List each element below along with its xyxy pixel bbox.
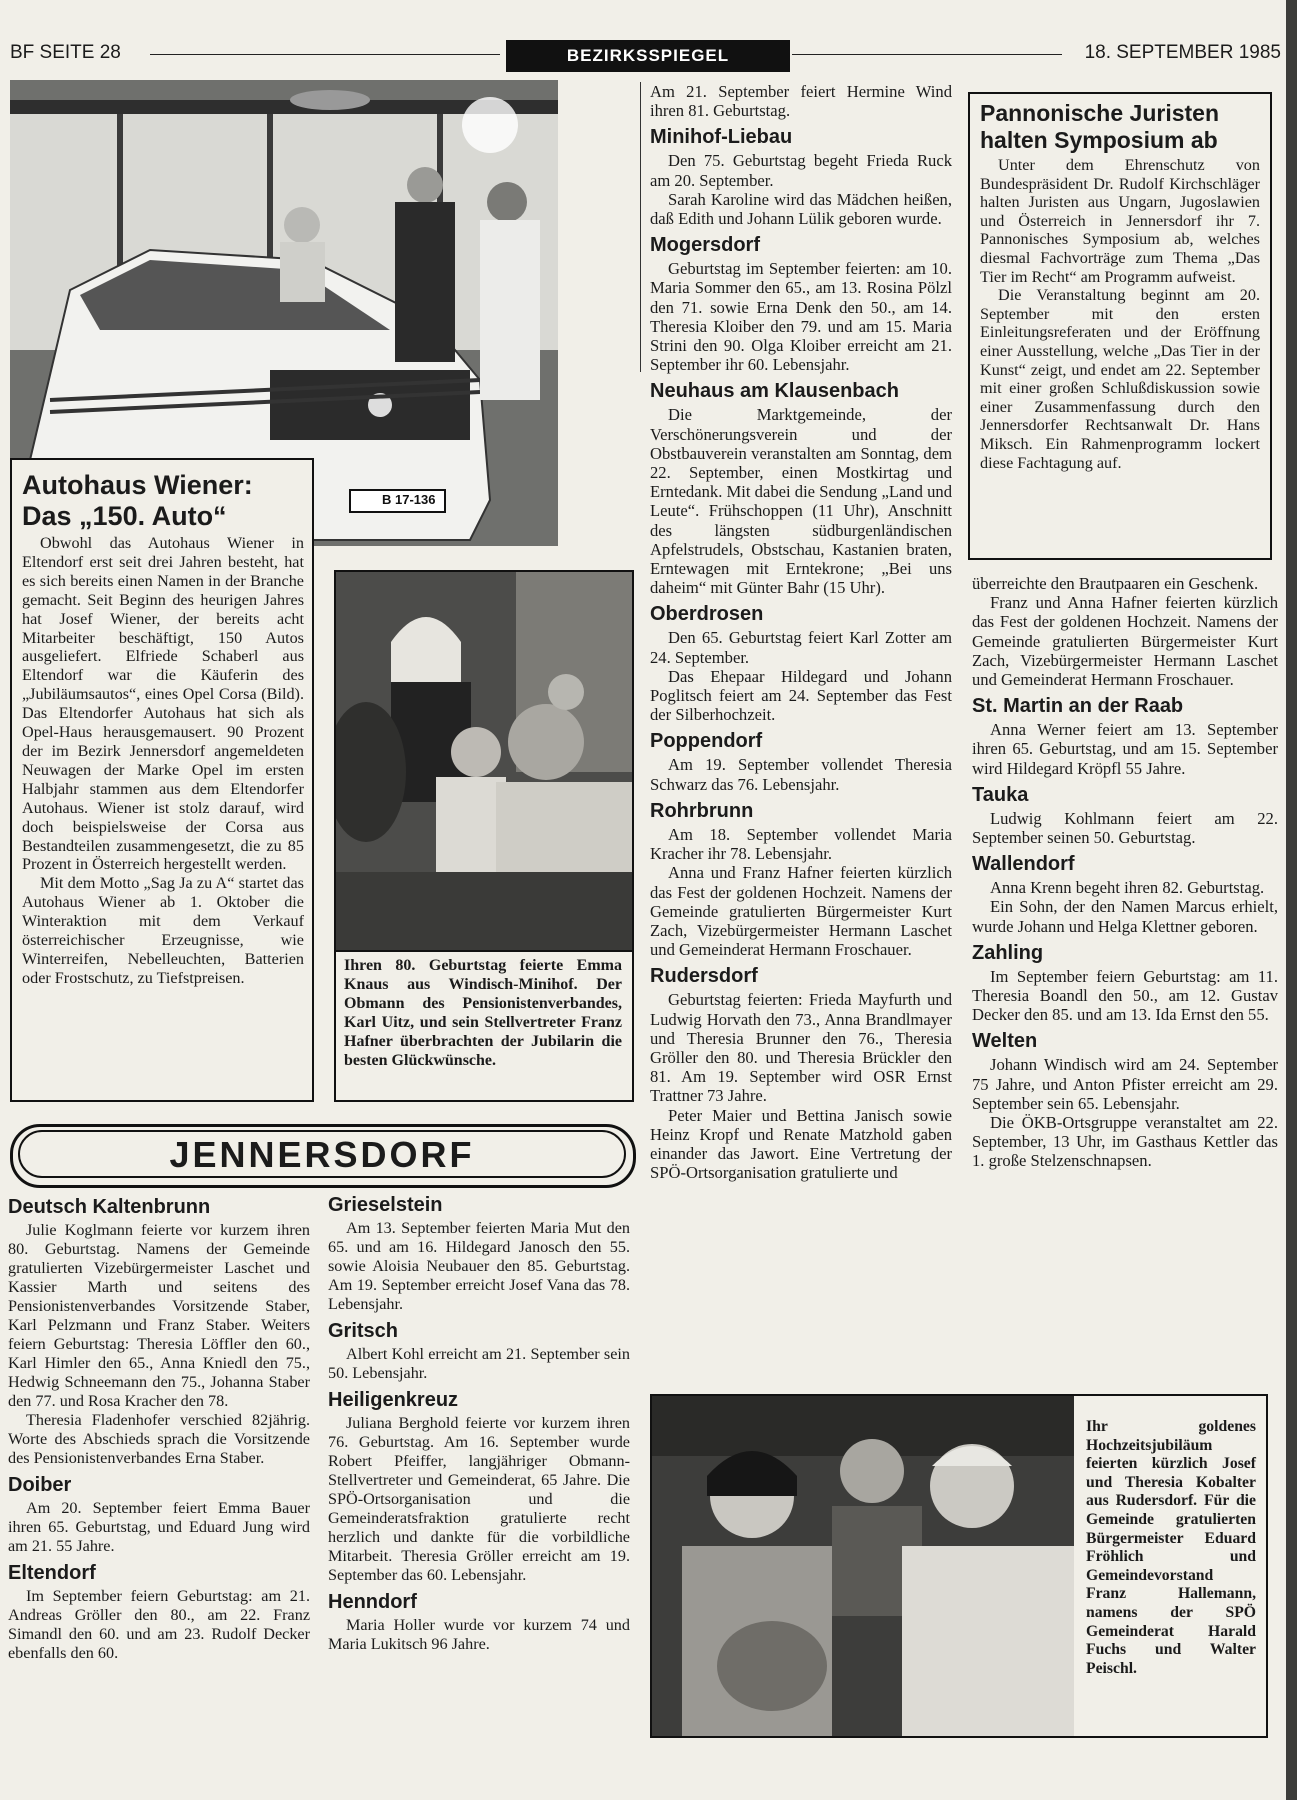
col4-section [972, 853, 1278, 936]
autohaus-title-line1: Autohaus Wiener: [22, 470, 253, 500]
issue-date: 18. SEPTEMBER 1985 [1084, 42, 1281, 63]
juristen-body [980, 156, 1260, 472]
kobalter-photo-illustration [652, 1396, 1076, 1736]
colB-section [328, 1194, 630, 1314]
juristen-title-line2: halten Symposium ab [980, 127, 1218, 153]
column-jennersdorf-a [8, 1196, 310, 1663]
col3-section [650, 800, 952, 959]
section-paragraph: Am 13. September feierten Maria Mut den 65. und am 16. Hildegard Janosch den 55. sowie Aloisia Neubauer den 85. Geburtstag. Am 19. September erreicht Josef Vana das 78. Lebensjahr. [328, 1219, 630, 1313]
col3-section [650, 603, 952, 724]
section-head: Doiber [8, 1474, 72, 1496]
section-paragraph: Am 19. September vollendet Theresia Schwarz das 76. Lebensjahr. [650, 755, 952, 794]
section-paragraph: Im September feiern Geburtstag: am 21. Andreas Gröller den 80., am 22. Franz Simandl den 60. und am 23. Rudolf Decker ebenfalls den 60. [8, 1587, 310, 1662]
caption-knaus: Ihren 80. Geburtstag feierte Emma Knaus aus Windisch-Minihof. Der Obmann des Pensionistenverbandes, Karl Uitz, und sein Stellvertreter Franz Hafner überbrachten der Jubilarin die besten Glückwünsche. [344, 957, 622, 1069]
autohaus-title-line2: Das „150. Auto“ [22, 501, 227, 531]
juristen-title-line1: Pannonische Juristen [980, 100, 1220, 126]
colB-section [328, 1320, 630, 1383]
section-paragraph: Johann Windisch wird am 24. September 75 Jahre, und Anton Pfister erreicht am 29. September sein 65. Lebensjahr. [972, 1055, 1278, 1113]
page-edge [1286, 0, 1297, 1800]
section-paragraph: Das Ehepaar Hildegard und Johann Poglitsch feiert am 24. September das Fest der Silberhochzeit. [650, 666, 952, 725]
juristen-paragraph-2: Die Veranstaltung beginnt am 20. September mit den ersten Einleitungsreferaten und der Eröffnung einer Ausstellung, welche „Das Tier in der Kunst“ zeigt, und endet am 22. September mit einer großen Schlußdiskussion sowie einer Zusammenfassung durch den Jennersdorfer Rechtsanwalt Dr. Hans Miksch. Ein Rahmenprogramm lockert diese Fachtagung auf. [980, 286, 1260, 472]
col3-section [650, 234, 952, 374]
section-paragraph: Im September feiern Geburtstag: am 11. Theresia Boandl den 50., am 12. Gustav Decker den 85. und am 13. Ida Ernst den 55. [972, 966, 1278, 1025]
section-paragraph: Am 18. September vollendet Maria Kracher ihr 78. Lebensjahr. [650, 824, 952, 864]
section-head: Deutsch Kaltenbrunn [8, 1196, 211, 1218]
colB-section [328, 1591, 630, 1654]
section-head: St. Martin an der Raab [972, 695, 1184, 718]
section-head: Henndorf [328, 1591, 417, 1613]
section-paragraph: Den 75. Geburtstag begeht Frieda Ruck am 20. September. [650, 151, 952, 190]
section-paragraph: Geburtstag im September feierten: am 10. Maria Sommer den 65., am 13. Rosina Pölzl den 71. sowie Erna Denk den 50., am 14. Theresia Kloiber den 79. und am 15. Maria Strini den 90. Olga Kloiber erreicht am 21. September ihr 60. Lebensjahr. [650, 259, 952, 375]
section-head: Wallendorf [972, 853, 1075, 876]
section-head: Heiligenkreuz [328, 1389, 459, 1411]
masthead: BEZIRKSSPIEGEL [506, 40, 790, 72]
column-village-news-1 [650, 82, 952, 1182]
column-village-news-2 [972, 574, 1278, 1171]
section-paragraph: Anna und Franz Hafner feierten kürzlich das Fest der goldenen Hochzeit. Namens der Gemeinde gratulierten Bürgermeister Kurt Zach, Vizebürgermeister Hermann Laschet und Gemeinderat Hermann Froschauer. [650, 863, 952, 960]
license-plate: B 17-136 [382, 492, 436, 507]
col3-section [650, 965, 952, 1182]
juristen-paragraph-1: Unter dem Ehrenschutz von Bundespräsident Dr. Rudolf Kirchschläger halten Juristen aus Ungarn, Jugoslawien und Österreich in Jennersdorf ihr 7. Pannonisches Symposium ab, welches diesmal Fachvorträge zum Thema „Das Tier im Recht“ am Programm aufweist. [980, 156, 1260, 286]
section-head: Rudersdorf [650, 965, 758, 988]
section-head: Welten [972, 1030, 1038, 1053]
section-paragraph: Peter Maier und Bettina Janisch sowie Heinz Kropf und Renate Matzhold gaben einander das Jawort. Eine Vertretung der SPÖ-Ortsorganisation gratulierte und [650, 1105, 952, 1183]
section-paragraph: Anna Krenn begeht ihren 82. Geburtstag. [990, 878, 1265, 898]
section-paragraph: Sarah Karoline wird das Mädchen heißen, daß Edith und Johann Lülik geboren wurde. [650, 189, 952, 229]
article-autohaus [22, 470, 304, 988]
section-paragraph: Julie Koglmann feierte vor kurzem ihren 80. Geburtstag. Namens der Gemeinde gratulierten Vizebürgermeister Laschet und Kassier Marth und seitens des Pensionistenverbandes Vorsitzende Staber, Karl Pelzmann und Franz Staber. Weiters feiern Geburtstag: Theresia Löffler den 60., Karl Himler den 65., Anna Kniedl den 75., Hedwig Schneemann den 75., Johanna Staber den 77. und Rosa Kracher den 78. [8, 1221, 310, 1410]
col3-section [650, 730, 952, 793]
page-number: BF SEITE 28 [10, 42, 121, 63]
caption-kobalter: Ihr goldenes Hochzeitsjubiläum feierten kürzlich Josef und Theresia Kobalter aus Rudersdorf. Für die Gemeinde gratulierten Bürgermeister Eduard Fröhlich und Gemeindevorstand Franz Hallemann, namens der SPÖ Gemeinderat Harald Fuchs und Walter Peischl. [1086, 1418, 1256, 1677]
section-head: Zahling [972, 941, 1044, 964]
col4-section [972, 1030, 1278, 1170]
col4-section [972, 942, 1278, 1025]
section-paragraph: Am 20. September feiert Emma Bauer ihren 65. Geburtstag, und Eduard Jung wird am 21. 55 Jahre. [8, 1499, 310, 1555]
article-juristen [980, 100, 1260, 472]
col3-section [650, 126, 952, 228]
knaus-photo-illustration [336, 572, 632, 952]
column-jennersdorf-b [328, 1194, 630, 1654]
section-paragraph: Geburtstag feierten: Frieda Mayfurth und Ludwig Horvath den 73., Anna Brandlmayer und Theresia Brunner den 76., Theresia Gröller den 80. und Theresia Brückler den 81. Am 19. September wird OSR Ernst Trattner 73 Jahre. [650, 990, 952, 1106]
col4-continuation-2: Franz und Anna Hafner feierten kürzlich das Fest der goldenen Hochzeit. Namens der Gemeinde gratulierten Bürgermeister Kurt Zach, Vizebürgermeister Hermann Laschet und Gemeinderat Hermann Froschauer. [972, 593, 1278, 690]
jennersdorf-banner: JENNERSDORF [18, 1130, 626, 1178]
col4-continuation: überreichte den Brautpaaren ein Geschenk. [972, 574, 1259, 593]
section-head: Eltendorf [8, 1562, 96, 1584]
section-paragraph: Anna Werner feiert am 13. September ihren 65. Geburtstag, und am 15. September wird Hildegard Kröpfl 55 Jahre. [972, 720, 1278, 778]
photo-kobalter [650, 1394, 1078, 1738]
section-paragraph: Die Marktgemeinde, der Verschönerungsverein und der Obstbauverein veranstalten am Sonntag, dem 22. September, einen Mostkirtag und Erntedank. Mit dabei die Sendung „Land und Leute“. Frühschoppen (11 Uhr), Anschnitt des längsten südburgenländischen Apfelstrudels, Obstschau, Kastanien braten, Erntewagen mit Erntekrone; „Bei uns daheim“ mit Günter Bahr (15 Uhr). [650, 405, 952, 598]
autohaus-paragraph-1: Obwohl das Autohaus Wiener in Eltendorf erst seit drei Jahren besteht, hat es sich bereits einen Namen in der Branche gemacht. Seit Beginn des heurigen Jahres hat Josef Wiener, der bereits acht Mitarbeiter beschäftigt, 150 Autos ausgeliefert. Elfriede Schaberl aus Eltendorf war die Käuferin des „Jubiläumsautos“, eines Opel Corsa (Bild). Das Eltendorfer Autohaus hat sich als Opel-Haus herausgemausert. 90 Prozent der im Bezirk Jennersdorf angemeldeten Neuwagen der Marke Opel im ersten Halbjahr stammen aus dem Eltendorfer Autohaus. Wiener ist stolz darauf, wird doch beispielsweise der Corsa aus Bestandteilen zusammengesetzt, die zu 85 Prozent in Österreich hergestellt werden. [22, 534, 304, 874]
column-rule [640, 82, 641, 372]
section-head: Poppendorf [650, 730, 763, 753]
section-paragraph: Ein Sohn, der den Namen Marcus erhielt, wurde Johann und Helga Klettner geboren. [972, 897, 1278, 936]
colB-section [328, 1389, 630, 1585]
colA-section [8, 1562, 310, 1663]
section-paragraph: Theresia Fladenhofer verschied 82jährig. Worte des Abschieds sprach die Vorsitzende des Pensionistenverbandes Erna Staber. [8, 1411, 310, 1467]
col4-section [972, 695, 1278, 778]
header-rule-left [150, 54, 500, 55]
section-paragraph: Ludwig Kohlmann feiert am 22. September seinen 50. Geburtstag. [972, 808, 1278, 848]
section-head: Neuhaus am Klausenbach [650, 380, 899, 403]
section-paragraph: Albert Kohl erreicht am 21. September sein 50. Lebensjahr. [328, 1345, 630, 1382]
col3-section [650, 380, 952, 597]
col3-intro: Am 21. September feiert Hermine Wind ihren 81. Geburtstag. [650, 82, 952, 121]
col4-section [972, 784, 1278, 847]
section-paragraph: Den 65. Geburtstag feiert Karl Zotter am 24. September. [650, 628, 952, 667]
section-head: Oberdrosen [650, 603, 764, 626]
section-head: Tauka [972, 783, 1029, 806]
section-paragraph: Die ÖKB-Ortsgruppe veranstaltet am 22. September, 13 Uhr, im Gasthaus Kettler das 1. große Stelzenschnapsen. [972, 1113, 1278, 1171]
autohaus-body [22, 534, 304, 988]
section-paragraph: Juliana Berghold feierte vor kurzem ihren 76. Geburtstag. Am 16. September wurde Robert Pfeiffer, langjähriger Obmann-Stellvertreter und Gemeinderat, 65 Jahre. Die SPÖ-Ortsorganisation und die Gemeinderatsfraktion gratulierte recht herzlich und dankte für die vorbildliche Mitarbeit. Theresia Gröller erreicht am 19. September das 60. Lebensjahr. [328, 1414, 630, 1584]
colA-section [8, 1474, 310, 1556]
colA-section [8, 1196, 310, 1468]
page-header [10, 40, 1281, 70]
photo-emma-knaus [334, 570, 634, 954]
section-head: Minihof-Liebau [650, 126, 793, 149]
header-rule-right [792, 54, 1062, 55]
autohaus-paragraph-2: Mit dem Motto „Sag Ja zu A“ startet das Autohaus Wiener ab 1. Oktober die Winteraktion mit dem Verkauf österreichischer Erzeugnisse, wie Winterreifen, Nebelleuchten, Batterien oder Frostschutz, zu Tiefstpreisen. [22, 874, 304, 987]
section-head: Rohrbrunn [650, 799, 754, 822]
section-head: Gritsch [328, 1320, 399, 1342]
section-paragraph: Maria Holler wurde vor kurzem 74 und Maria Lukitsch 96 Jahre. [328, 1616, 630, 1653]
section-head: Mogersdorf [650, 234, 760, 257]
section-head: Grieselstein [328, 1194, 443, 1216]
